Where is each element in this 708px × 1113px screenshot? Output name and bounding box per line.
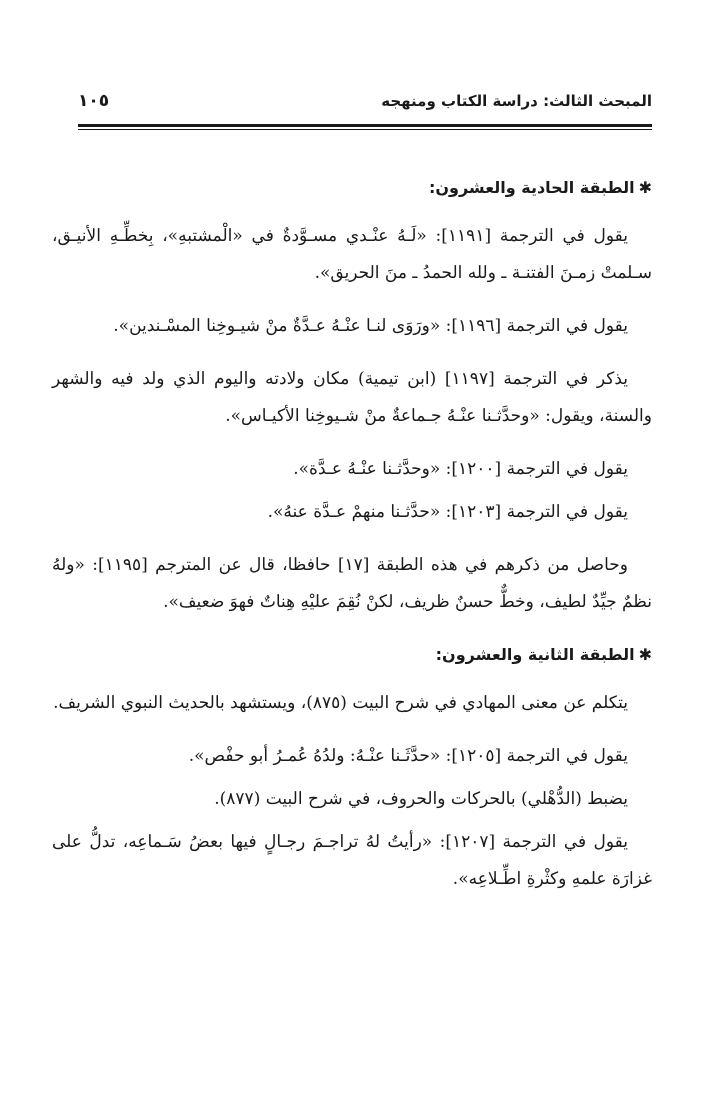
- paragraph: يتكلم عن معنى المهادي في شرح البيت (٨٧٥)، ويستشهد بالحديث النبوي الشريف.: [53, 693, 628, 713]
- section-heading-text: الطبقة الثانية والعشرون:: [435, 645, 635, 664]
- asterisk-icon: ✱: [638, 645, 652, 664]
- paragraph: يقول في الترجمة [١٢٠٥]: «حدَّثَـنا عنْـهُ: ولدُهُ عُمـرُ أبو حفْص».: [188, 746, 628, 766]
- section-heading-text: الطبقة الحادية والعشرون:: [428, 178, 635, 197]
- header-rule-thin: [78, 129, 652, 130]
- header-rule: [78, 124, 652, 127]
- paragraph: يقول في الترجمة [١٢٠٠]: «وحدَّثـنا عنْـهُ عـدَّة».: [293, 459, 628, 479]
- paragraph: يقول في الترجمة [١٢٠٧]: «رأيتُ لهُ تراجـمَ رجـالٍ فيها بعضُ سَـماعِه، تدلُّ على غزارَة علمهِ وكثْرةِ اطِّـلاعِه».: [52, 832, 652, 889]
- section-heading: [52, 637, 652, 673]
- paragraph: يذكر في الترجمة [١١٩٧] (ابن تيمية) مكان ولادته واليوم الذي ولد فيه والشهر والسنة، ويقول: «وحدَّثـنا عنْـهُ جـماعةٌ منْ شـيوخِنا الأكيـاس».: [52, 369, 652, 426]
- paragraph: يقول في الترجمة [١١٩١]: «لَـهُ عنْـدي مسـوَّدةٌ في «الْمشتبهِ»، بِخطِّـهِ الأنيـق، سـلمتْ زمـنَ الفتنـة ـ ولله الحمدُ ـ منَ الحريق».: [52, 226, 652, 283]
- page-body: [52, 170, 652, 908]
- section-heading: [52, 170, 652, 206]
- asterisk-icon: ✱: [638, 178, 652, 197]
- running-header-title: المبحث الثالث: دراسة الكتاب ومنهجه: [381, 92, 652, 110]
- page-header: [78, 86, 652, 116]
- paragraph: وحاصل من ذكرهم في هذه الطبقة [١٧] حافظا، قال عن المترجم [١١٩٥]: «ولهُ نظمٌ جيِّدٌ لطيف، وخطٌّ حسنٌ ظريف، لكنْ نُقِمَ عليْهِ هِناتٌ فهوَ ضعيف».: [52, 555, 652, 612]
- paragraph: يقول في الترجمة [١١٩٦]: «ورَوَى لنـا عنْـهُ عـدَّةٌ منْ شيـوخِنا المسْـندين».: [113, 316, 628, 336]
- paragraph: يقول في الترجمة [١٢٠٣]: «حدَّثـنا منهمْ عـدَّة عنهُ».: [267, 502, 628, 522]
- page-number: ١٠٥: [78, 91, 110, 111]
- paragraph: يضبط (الدُّهْلي) بالحركات والحروف، في شرح البيت (٨٧٧).: [214, 789, 628, 809]
